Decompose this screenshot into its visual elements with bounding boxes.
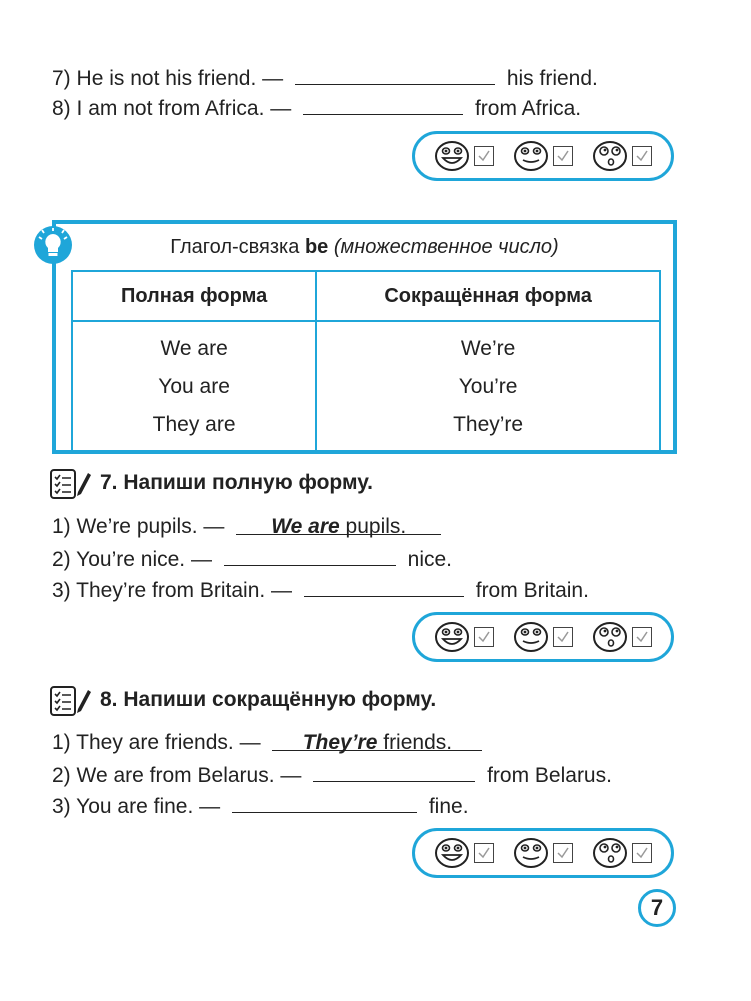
write-task-icon bbox=[48, 465, 92, 501]
task8-line-1: 1) They are friends. — They’re friends. bbox=[52, 730, 488, 756]
task-8-heading bbox=[48, 682, 436, 718]
neutral-face-icon bbox=[513, 140, 549, 172]
item-text: I am not from Africa. — bbox=[76, 97, 292, 120]
self-assessment-2 bbox=[412, 612, 674, 662]
table-row: They are They’re bbox=[72, 406, 660, 453]
check-icon bbox=[477, 149, 491, 163]
rating-checkbox[interactable] bbox=[553, 627, 573, 647]
item-text: He is not his friend. — bbox=[76, 67, 284, 90]
rating-checkbox[interactable] bbox=[474, 146, 494, 166]
exercise-line-8 bbox=[52, 94, 581, 122]
grammar-info-box bbox=[52, 220, 677, 454]
check-icon bbox=[477, 846, 491, 860]
task7-line-1: 1) We’re pupils. — We are pupils. bbox=[52, 514, 447, 540]
check-icon bbox=[635, 630, 649, 644]
happy-face-icon bbox=[434, 140, 470, 172]
item-number: 7) bbox=[52, 67, 71, 90]
item-after-text: from Africa. bbox=[474, 97, 582, 120]
check-icon bbox=[477, 630, 491, 644]
rating-checkbox[interactable] bbox=[553, 146, 573, 166]
rating-checkbox[interactable] bbox=[553, 843, 573, 863]
check-icon bbox=[556, 630, 570, 644]
be-forms-table bbox=[71, 270, 661, 454]
rating-checkbox[interactable] bbox=[474, 843, 494, 863]
rating-checkbox[interactable] bbox=[474, 627, 494, 647]
item-number: 8) bbox=[52, 97, 71, 120]
sample-answer: They’re bbox=[302, 731, 378, 754]
happy-face-icon bbox=[434, 621, 470, 653]
rating-checkbox[interactable] bbox=[632, 146, 652, 166]
page-number: 7 bbox=[638, 889, 676, 927]
column-header-short: Сокращённая форма bbox=[316, 271, 660, 321]
exercise-line-7 bbox=[52, 64, 598, 92]
column-header-full: Полная форма bbox=[72, 271, 316, 321]
neutral-face-icon bbox=[513, 837, 549, 869]
check-icon bbox=[635, 846, 649, 860]
task7-line-3: 3) They’re from Britain. — from Britain. bbox=[52, 576, 589, 604]
task-title: 8. Напиши сокращённую форму. bbox=[100, 688, 437, 711]
task-title: 7. Напиши полную форму. bbox=[100, 471, 373, 494]
task-7-heading bbox=[48, 465, 373, 501]
answer-blank[interactable] bbox=[304, 576, 464, 597]
neutral-face-icon bbox=[513, 621, 549, 653]
task8-line-2: 2) We are from Belarus. — from Belarus. bbox=[52, 761, 612, 789]
write-task-icon bbox=[48, 682, 92, 718]
task7-line-2: 2) You’re nice. — nice. bbox=[52, 545, 452, 573]
sample-answer: We are bbox=[271, 515, 340, 538]
check-icon bbox=[556, 149, 570, 163]
answer-blank[interactable]: They’re friends. bbox=[272, 730, 482, 751]
confused-face-icon bbox=[592, 140, 628, 172]
answer-blank[interactable] bbox=[232, 792, 417, 813]
table-row: We are We’re bbox=[72, 321, 660, 368]
task8-line-3: 3) You are fine. — fine. bbox=[52, 792, 469, 820]
lightbulb-icon bbox=[33, 225, 73, 265]
confused-face-icon bbox=[592, 837, 628, 869]
happy-face-icon bbox=[434, 837, 470, 869]
answer-blank[interactable] bbox=[295, 64, 495, 85]
self-assessment-3 bbox=[412, 828, 674, 878]
rating-checkbox[interactable] bbox=[632, 627, 652, 647]
check-icon bbox=[556, 846, 570, 860]
item-after-text: his friend. bbox=[506, 67, 598, 90]
confused-face-icon bbox=[592, 621, 628, 653]
info-box-title: Глагол-связка be (множественное число) bbox=[170, 236, 559, 258]
check-icon bbox=[635, 149, 649, 163]
answer-blank[interactable]: We are pupils. bbox=[236, 514, 441, 535]
rating-checkbox[interactable] bbox=[632, 843, 652, 863]
answer-blank[interactable] bbox=[303, 94, 463, 115]
answer-blank[interactable] bbox=[224, 545, 396, 566]
answer-blank[interactable] bbox=[313, 761, 475, 782]
self-assessment-1 bbox=[412, 131, 674, 181]
table-row: You are You’re bbox=[72, 368, 660, 406]
